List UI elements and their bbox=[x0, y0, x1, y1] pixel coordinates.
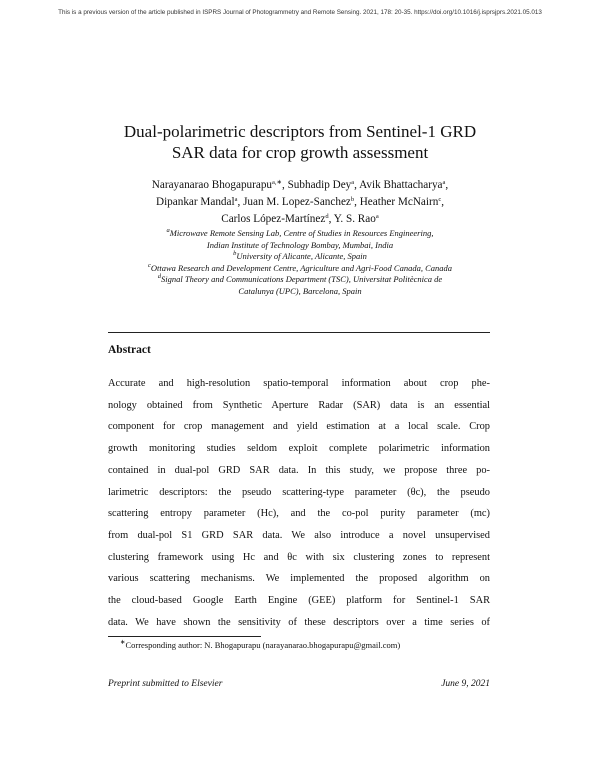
affiliation-line bbox=[60, 240, 540, 252]
author-name: Juan M. Lopez-Sanchez bbox=[243, 196, 351, 208]
abstract-line: Accurate and high-resolution spatio-temporal information about crop phe- bbox=[108, 378, 490, 389]
abstract-line: from dual-pol S1 GRD SAR data. We also introduce a novel unsupervised bbox=[108, 529, 490, 541]
author-affil-marks: a,∗ bbox=[272, 179, 282, 186]
abstract-line: various scattering mechanisms. We implemented the proposed algorithm on bbox=[108, 573, 490, 585]
affiliation-text: Indian Institute of Technology Bombay, Mumbai, India bbox=[206, 239, 394, 250]
affiliation-text: Signal Theory and Communications Department (TSC), Universitat Politècnica de bbox=[161, 274, 443, 284]
corresponding-author-footnote bbox=[120, 640, 400, 650]
affiliation-line bbox=[60, 263, 540, 275]
author-list bbox=[60, 177, 540, 228]
author-affil-marks: a bbox=[351, 179, 355, 186]
author-affil-marks: a bbox=[234, 196, 238, 203]
abstract-line: component for crop management and yield estimation at a local scale. Crop bbox=[108, 421, 490, 433]
author-affil-marks: d bbox=[325, 213, 329, 220]
author-name: Heather McNairn bbox=[359, 196, 439, 208]
affiliation-line bbox=[60, 274, 540, 286]
affiliation-mark: c bbox=[147, 261, 151, 269]
abstract-line: contained in dual-pol GRD SAR data. In this study, we propose three po- bbox=[108, 464, 490, 476]
footnote-mark: ∗ bbox=[120, 639, 126, 646]
author-line bbox=[60, 194, 540, 211]
affiliation-line bbox=[60, 228, 540, 240]
title-line: Dual-polarimetric descriptors from Sentinel-1 GRD bbox=[123, 122, 477, 141]
paper-title bbox=[60, 121, 540, 163]
author-name: Avik Bhattacharya bbox=[359, 179, 443, 191]
author-name: Subhadip Dey bbox=[287, 179, 352, 191]
author-affil-marks: a bbox=[442, 179, 446, 186]
affiliation-mark: b bbox=[233, 250, 237, 257]
affiliation-line bbox=[60, 286, 540, 298]
abstract-line: nology obtained from Synthetic Aperture Radar (SAR) data is an essential bbox=[108, 399, 490, 411]
author-affil-marks: a bbox=[375, 213, 379, 220]
abstract-line: scattering entropy parameter (Hc), and the co-pol purity parameter (mc) bbox=[108, 508, 490, 520]
affiliation-mark: d bbox=[157, 273, 162, 280]
author-name: Narayanarao Bhogapurapu bbox=[151, 179, 273, 191]
preprint-note: Preprint submitted to Elsevier bbox=[108, 679, 223, 689]
author-line bbox=[60, 177, 540, 194]
abstract-line: data. We have shown the sensitivity of these descriptors over a time series of bbox=[108, 616, 490, 628]
author-affil-marks: b bbox=[350, 196, 355, 203]
abstract-body bbox=[108, 373, 490, 633]
affiliation-mark: a bbox=[166, 227, 170, 234]
abstract-line: larimetric descriptors: the pseudo scattering-type parameter (θc), the pseudo bbox=[108, 486, 490, 498]
footnote-divider bbox=[108, 636, 261, 637]
abstract-line: growth monitoring studies seldom exploit complete polarimetric information bbox=[108, 443, 490, 455]
affiliation-text: University of Alicante, Alicante, Spain bbox=[236, 251, 367, 261]
author-separator: , bbox=[237, 196, 244, 208]
author-name: Dipankar Mandal bbox=[155, 196, 235, 208]
author-name: Carlos López-Martínez bbox=[221, 213, 326, 225]
author-name: Y. S. Rao bbox=[333, 213, 376, 225]
affiliation-text: Microwave Remote Sensing Lab, Centre of Studies in Resources Engineering, bbox=[169, 228, 434, 238]
author-separator: , bbox=[354, 179, 360, 191]
section-divider bbox=[108, 332, 490, 333]
author-separator: , bbox=[281, 179, 288, 191]
affiliation-text: Catalunya (UPC), Barcelona, Spain bbox=[238, 285, 362, 296]
author-affil-marks: c bbox=[438, 196, 442, 203]
abstract-line: the cloud-based Google Earth Engine (GEE) platform for Sentinel-1 SAR bbox=[108, 595, 490, 607]
preprint-date: June 9, 2021 bbox=[441, 679, 490, 689]
publication-note: This is a previous version of the article published in ISPRS Journal of Photogrammetry and Remote Sensing. 2021, 178: 20-35. https://doi.org/10.1016/j.isprsjprs.2021.05.013 bbox=[58, 9, 542, 16]
author-line bbox=[60, 211, 540, 228]
affiliation-line bbox=[60, 251, 540, 263]
author-separator: , bbox=[445, 179, 449, 191]
affiliation-list bbox=[60, 228, 540, 297]
author-separator: , bbox=[328, 213, 334, 225]
author-separator: , bbox=[354, 196, 360, 208]
abstract-heading: Abstract bbox=[108, 344, 151, 356]
footnote-text: Corresponding author: N. Bhogapurapu (narayanarao.bhogapurapu@gmail.com) bbox=[125, 640, 401, 650]
author-separator: , bbox=[441, 196, 444, 208]
affiliation-text: Ottawa Research and Development Centre, Agriculture and Agri-Food Canada, Canada bbox=[150, 262, 453, 273]
abstract-line: clustering framework using Hc and θc with six clustering zones to represent bbox=[108, 551, 490, 563]
title-line: SAR data for crop growth assessment bbox=[171, 143, 429, 162]
